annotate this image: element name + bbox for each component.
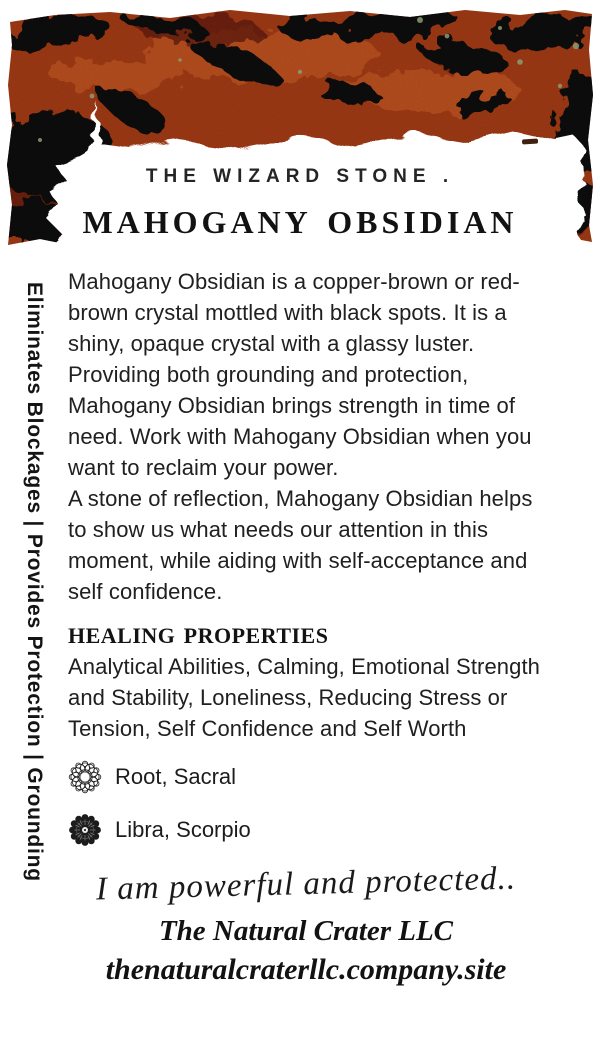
zodiac-mandala-icon bbox=[68, 813, 102, 847]
chakra-row bbox=[68, 760, 544, 794]
healing-properties-list: Analytical Abilities, Calming, Emotional Strength and Stability, Loneliness, Reducing Stress or Tension, Self Confidence and Self Worth bbox=[68, 654, 541, 741]
main-content bbox=[68, 266, 544, 988]
zodiac-label: Libra, Scorpio bbox=[115, 817, 251, 842]
page-title: mahogany obsidian bbox=[82, 192, 518, 243]
healing-properties-heading: healing properties bbox=[68, 615, 329, 650]
chakra-mandala-icon bbox=[68, 760, 102, 794]
brand-name: The Natural Crater LLC bbox=[158, 914, 454, 947]
website-url: thenaturalcraterllc.company.site bbox=[105, 952, 507, 986]
description-paragraph-2: A stone of reflection, Mahogany Obsidian helps to show us what needs our attention in this moment, while aiding with self-acceptance and self confidence. bbox=[68, 486, 533, 604]
chakra-label: Root, Sacral bbox=[115, 764, 237, 789]
zodiac-row bbox=[68, 813, 544, 847]
hero-subtitle: THE WIZARD STONE . bbox=[145, 166, 455, 187]
description-paragraph-1: Mahogany Obsidian is a copper-brown or red-brown crystal mottled with black spots. It is a shiny, opaque crystal with a glassy luster. Providing both grounding and protection, Mahogany Obsidian brings strength in time of need. Work with Mahogany Obsidian when you want to reclaim your power. bbox=[68, 269, 532, 480]
header-hero bbox=[0, 0, 600, 270]
title-block bbox=[30, 166, 570, 241]
affirmation-text: I am powerful and protected.. bbox=[95, 860, 517, 908]
sidebar-tagline: Eliminates Blockages | Provides Protection | Grounding bbox=[23, 282, 46, 882]
